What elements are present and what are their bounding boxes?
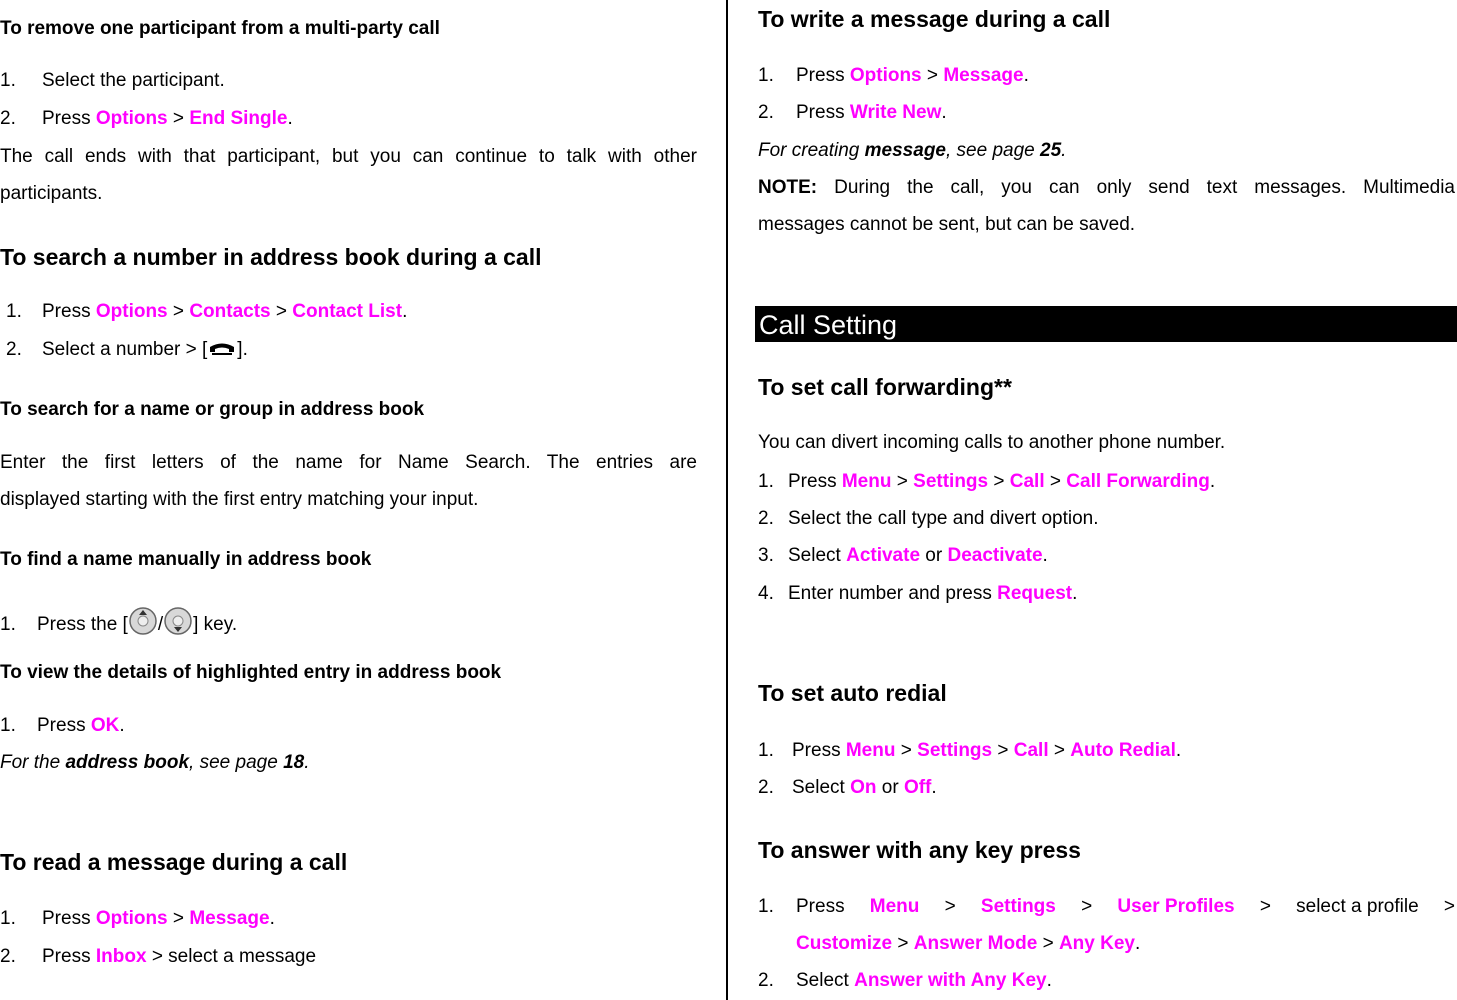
write-message-reference: For creating message, see page 25. [758, 140, 1067, 161]
call-forwarding-heading: To set call forwarding** [758, 374, 1012, 400]
read-message-heading: To read a message during a call [0, 849, 348, 875]
call-key-icon [207, 338, 237, 365]
nav-down-key-icon [163, 606, 193, 643]
call-setting-banner: Call Setting [755, 306, 1457, 342]
view-details-step-1: 1. Press OK. [0, 715, 125, 736]
view-details-heading: To view the details of highlighted entry in address book [0, 662, 502, 683]
nav-up-key-icon [128, 606, 158, 643]
remove-step-2: 2. Press Options > End Single. [0, 108, 293, 129]
remove-para-line2: participants. [0, 183, 103, 204]
search-number-step-2: 2. Select a number > [ ]. [6, 338, 248, 365]
read-message-step-2: 2. Press Inbox > select a message [0, 946, 317, 967]
note-line2: messages cannot be sent, but can be saved. [758, 214, 1136, 235]
auto-redial-step-1: 1. Press Menu > Settings > Call > Auto Redial. [758, 740, 1182, 761]
remove-step-1: 1. Select the participant. [0, 70, 225, 91]
call-forwarding-step-1: 1. Press Menu > Settings > Call > Call Forwarding. [758, 471, 1216, 492]
search-number-heading: To search a number in address book during a call [0, 244, 542, 270]
any-key-step-2: 2. Select Answer with Any Key. [758, 970, 1052, 991]
any-key-step-1-line2: Customize > Answer Mode > Any Key. [796, 933, 1141, 954]
any-key-heading: To answer with any key press [758, 837, 1081, 863]
find-name-heading: To find a name manually in address book [0, 549, 372, 570]
any-key-step-1-line1: 1. Press Menu > Settings > User Profiles > select a profile > [758, 896, 1455, 917]
remove-para-line1: The call ends with that participant, but you can continue to talk with other [0, 146, 697, 167]
write-message-step-1: 1. Press Options > Message. [758, 65, 1029, 86]
write-message-heading: To write a message during a call [758, 6, 1111, 32]
search-name-para-line1: Enter the first letters of the name for Name Search. The entries are [0, 452, 697, 473]
search-name-heading: To search for a name or group in address book [0, 399, 425, 420]
auto-redial-step-2: 2. Select On or Off. [758, 777, 937, 798]
call-forwarding-step-4: 4. Enter number and press Request. [758, 583, 1078, 604]
call-forwarding-step-3: 3. Select Activate or Deactivate. [758, 545, 1048, 566]
search-number-step-1: 1. Press Options > Contacts > Contact List. [6, 301, 408, 322]
write-message-step-2: 2. Press Write New. [758, 102, 947, 123]
search-name-para-line2: displayed starting with the first entry matching your input. [0, 489, 479, 510]
remove-participant-heading: To remove one participant from a multi-party call [0, 18, 440, 39]
column-divider [726, 0, 728, 1000]
read-message-step-1: 1. Press Options > Message. [0, 908, 275, 929]
note-line1: NOTE: During the call, you can only send text messages. Multimedia [758, 177, 1456, 198]
find-name-step-1: 1. Press the [ / ] key. [0, 606, 237, 643]
call-forwarding-step-2: 2. Select the call type and divert option. [758, 508, 1099, 529]
call-forwarding-intro: You can divert incoming calls to another phone number. [758, 432, 1226, 453]
view-details-reference: For the address book, see page 18. [0, 752, 310, 773]
auto-redial-heading: To set auto redial [758, 680, 947, 706]
